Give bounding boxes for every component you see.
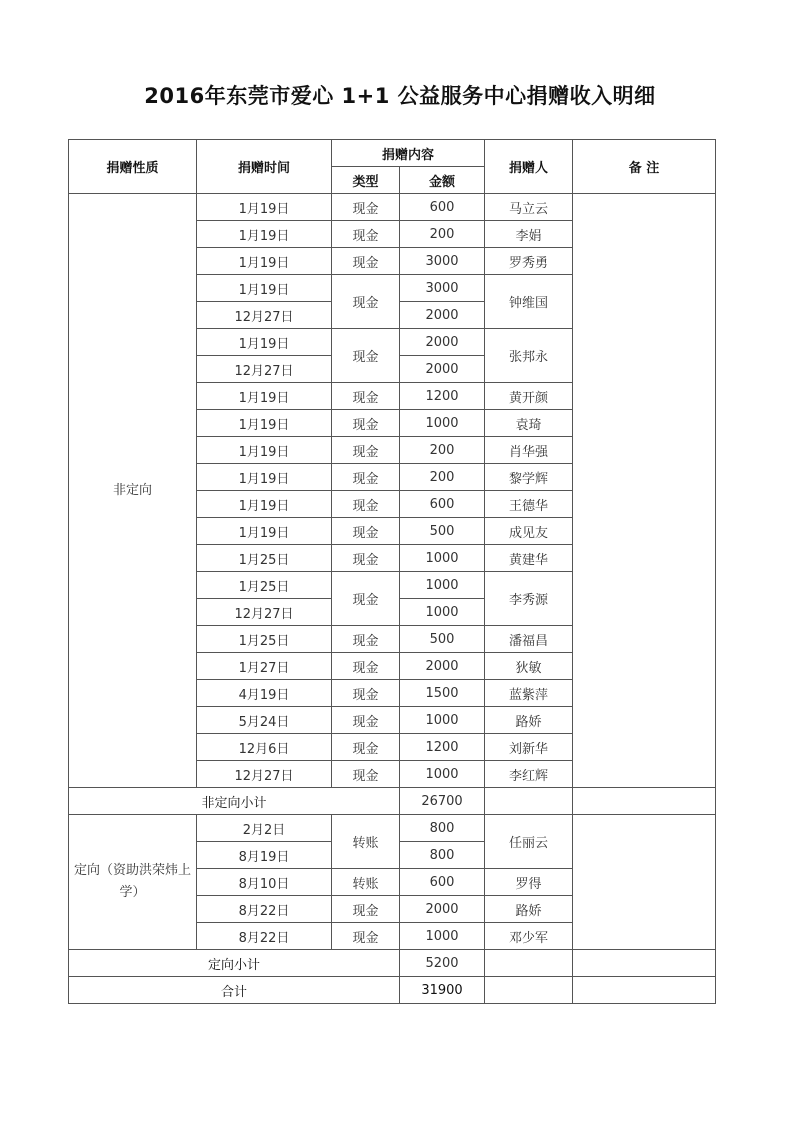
date-cell: 1月25日: [197, 626, 332, 653]
amount-cell: 600: [400, 869, 485, 896]
amount-cell: 600: [400, 194, 485, 221]
type-cell: 现金: [332, 923, 400, 950]
donor-cell: 李红辉: [485, 761, 573, 788]
date-cell: 1月19日: [197, 275, 332, 302]
empty-remarks-cell: [573, 788, 716, 815]
date-cell: 1月19日: [197, 410, 332, 437]
type-cell: 现金: [332, 383, 400, 410]
amount-cell: 1000: [400, 707, 485, 734]
type-cell: 现金: [332, 275, 400, 329]
date-cell: 8月10日: [197, 869, 332, 896]
amount-cell: 2000: [400, 302, 485, 329]
amount-cell: 500: [400, 518, 485, 545]
date-cell: 1月27日: [197, 653, 332, 680]
date-cell: 8月22日: [197, 896, 332, 923]
date-cell: 12月27日: [197, 599, 332, 626]
header-type: 类型: [332, 167, 400, 194]
donor-cell: 任丽云: [485, 815, 573, 869]
directed-subtotal-value: 5200: [400, 950, 485, 977]
donor-cell: 钟维国: [485, 275, 573, 329]
date-cell: 8月19日: [197, 842, 332, 869]
total-value: 31900: [400, 977, 485, 1004]
amount-cell: 1000: [400, 410, 485, 437]
type-cell: 现金: [332, 248, 400, 275]
donor-cell: 肖华强: [485, 437, 573, 464]
type-cell: 现金: [332, 518, 400, 545]
amount-cell: 3000: [400, 275, 485, 302]
amount-cell: 3000: [400, 248, 485, 275]
amount-cell: 1200: [400, 734, 485, 761]
amount-cell: 2000: [400, 653, 485, 680]
header-category: 捐赠性质: [69, 140, 197, 194]
type-cell: 现金: [332, 707, 400, 734]
total-label: 合计: [69, 977, 400, 1004]
header-remarks: 备 注: [573, 140, 716, 194]
header-donor: 捐赠人: [485, 140, 573, 194]
empty-remarks-cell: [573, 950, 716, 977]
table-body: [69, 194, 716, 1004]
type-cell: 现金: [332, 545, 400, 572]
subtotal-row: [69, 950, 716, 977]
type-cell: 现金: [332, 761, 400, 788]
donor-cell: 张邦永: [485, 329, 573, 383]
amount-cell: 1000: [400, 599, 485, 626]
empty-remarks-cell: [573, 977, 716, 1004]
type-cell: 现金: [332, 410, 400, 437]
date-cell: 5月24日: [197, 707, 332, 734]
donor-cell: 邓少军: [485, 923, 573, 950]
type-cell: 转账: [332, 869, 400, 896]
date-cell: 8月22日: [197, 923, 332, 950]
donor-cell: 李娟: [485, 221, 573, 248]
non_directed-category-label: 非定向: [69, 194, 197, 788]
directed-category-label: 定向（资助洪荣炜上学）: [69, 815, 197, 950]
subtotal-row: [69, 788, 716, 815]
date-cell: 1月25日: [197, 545, 332, 572]
header-amount: 金额: [400, 167, 485, 194]
amount-cell: 1000: [400, 572, 485, 599]
non_directed-subtotal-value: 26700: [400, 788, 485, 815]
table-row: [69, 815, 716, 842]
donor-cell: 成见友: [485, 518, 573, 545]
donor-cell: 潘福昌: [485, 626, 573, 653]
donor-cell: 袁琦: [485, 410, 573, 437]
empty-donor-cell: [485, 950, 573, 977]
remarks-cell: [573, 815, 716, 950]
date-cell: 1月19日: [197, 518, 332, 545]
donor-cell: 李秀源: [485, 572, 573, 626]
date-cell: 12月6日: [197, 734, 332, 761]
type-cell: 转账: [332, 815, 400, 869]
date-cell: 1月19日: [197, 329, 332, 356]
donor-cell: 狄敏: [485, 653, 573, 680]
donor-cell: 罗得: [485, 869, 573, 896]
type-cell: 现金: [332, 329, 400, 383]
type-cell: 现金: [332, 896, 400, 923]
date-cell: 1月19日: [197, 437, 332, 464]
donor-cell: 罗秀勇: [485, 248, 573, 275]
date-cell: 1月19日: [197, 248, 332, 275]
type-cell: 现金: [332, 572, 400, 626]
type-cell: 现金: [332, 734, 400, 761]
type-cell: 现金: [332, 464, 400, 491]
date-cell: 1月19日: [197, 194, 332, 221]
amount-cell: 1200: [400, 383, 485, 410]
amount-cell: 2000: [400, 329, 485, 356]
donor-cell: 黄建华: [485, 545, 573, 572]
amount-cell: 800: [400, 815, 485, 842]
date-cell: 12月27日: [197, 761, 332, 788]
donor-cell: 路娇: [485, 896, 573, 923]
type-cell: 现金: [332, 491, 400, 518]
empty-donor-cell: [485, 788, 573, 815]
type-cell: 现金: [332, 653, 400, 680]
donation-table: [68, 139, 716, 1004]
amount-cell: 500: [400, 626, 485, 653]
date-cell: 2月2日: [197, 815, 332, 842]
date-cell: 12月27日: [197, 302, 332, 329]
date-cell: 12月27日: [197, 356, 332, 383]
donor-cell: 蓝紫萍: [485, 680, 573, 707]
amount-cell: 2000: [400, 356, 485, 383]
amount-cell: 600: [400, 491, 485, 518]
page-title: 2016年东莞市爱心 1+1 公益服务中心捐赠收入明细: [144, 84, 656, 108]
type-cell: 现金: [332, 437, 400, 464]
donor-cell: 刘新华: [485, 734, 573, 761]
donor-cell: 黄开颜: [485, 383, 573, 410]
amount-cell: 2000: [400, 896, 485, 923]
amount-cell: 200: [400, 221, 485, 248]
date-cell: 1月19日: [197, 491, 332, 518]
amount-cell: 1000: [400, 923, 485, 950]
amount-cell: 1000: [400, 761, 485, 788]
date-cell: 1月19日: [197, 383, 332, 410]
amount-cell: 200: [400, 464, 485, 491]
amount-cell: 800: [400, 842, 485, 869]
table-row: [69, 194, 716, 221]
header-content: 捐赠内容: [332, 140, 485, 167]
total-row: [69, 977, 716, 1004]
type-cell: 现金: [332, 194, 400, 221]
donor-cell: 黎学辉: [485, 464, 573, 491]
remarks-cell: [573, 194, 716, 788]
date-cell: 1月19日: [197, 221, 332, 248]
donor-cell: 马立云: [485, 194, 573, 221]
type-cell: 现金: [332, 221, 400, 248]
amount-cell: 200: [400, 437, 485, 464]
empty-donor-cell: [485, 977, 573, 1004]
type-cell: 现金: [332, 680, 400, 707]
type-cell: 现金: [332, 626, 400, 653]
date-cell: 4月19日: [197, 680, 332, 707]
amount-cell: 1000: [400, 545, 485, 572]
amount-cell: 1500: [400, 680, 485, 707]
header-date: 捐赠时间: [197, 140, 332, 194]
non_directed-subtotal-label: 非定向小计: [69, 788, 400, 815]
date-cell: 1月25日: [197, 572, 332, 599]
donor-cell: 路娇: [485, 707, 573, 734]
donor-cell: 王德华: [485, 491, 573, 518]
date-cell: 1月19日: [197, 464, 332, 491]
directed-subtotal-label: 定向小计: [69, 950, 400, 977]
